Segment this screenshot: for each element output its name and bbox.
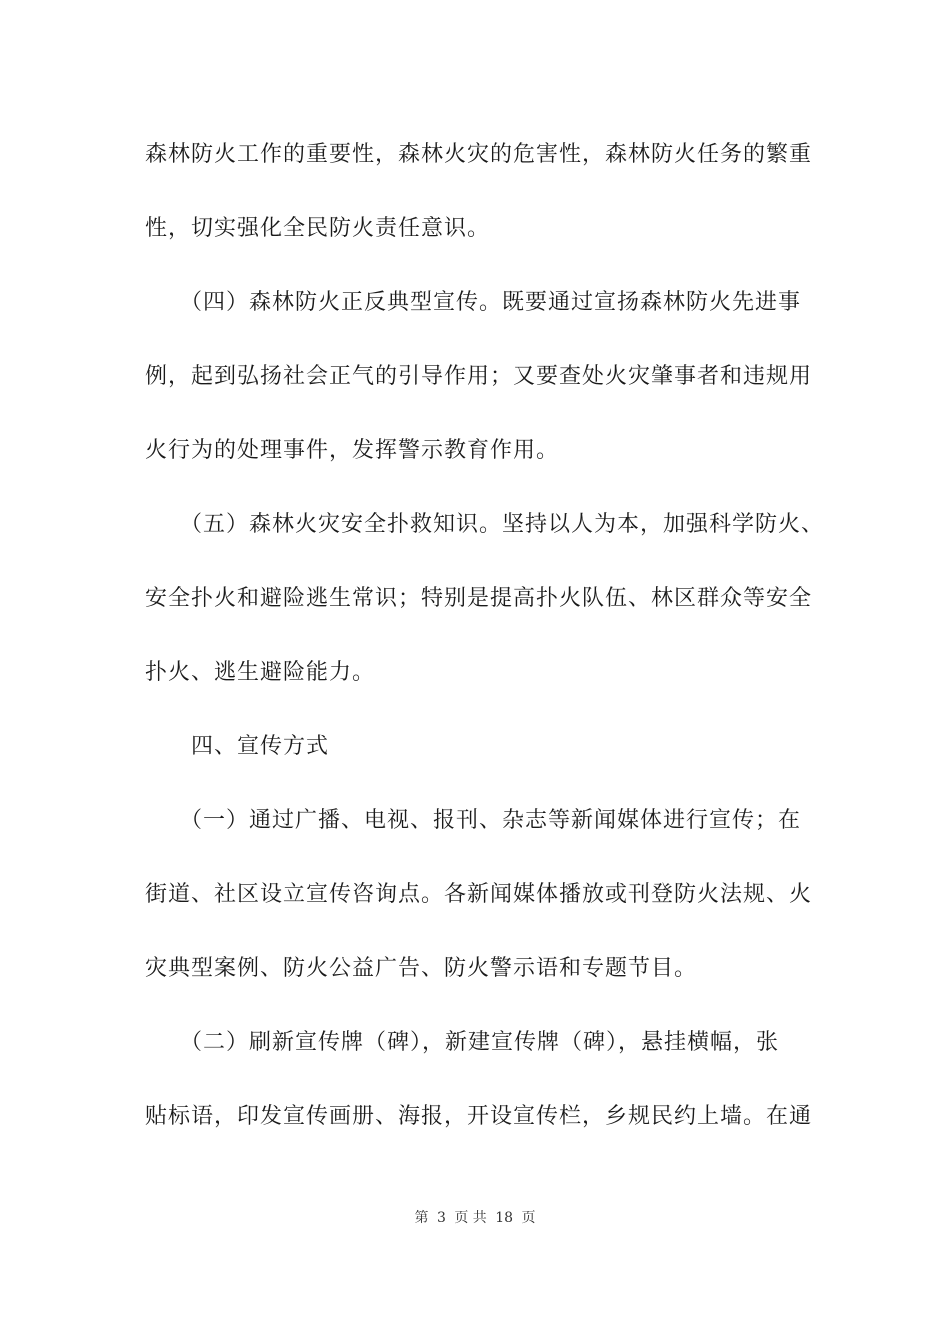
section-heading: 四、宣传方式 — [145, 734, 330, 759]
document-body — [145, 135, 825, 1171]
footer-total-pages: 18 — [495, 1210, 514, 1226]
text-line: （一）通过广播、电视、报刊、杂志等新闻媒体进行宣传；在 — [145, 808, 802, 833]
text-line: 安全扑火和避险逃生常识；特别是提高扑火队伍、林区群众等安全 — [145, 586, 813, 611]
text-line: （二）刷新宣传牌（碑），新建宣传牌（碑），悬挂横幅，张 — [145, 1030, 780, 1055]
text-line: 灾典型案例、防火公益广告、防火警示语和专题节目。 — [145, 956, 698, 981]
text-line: 例，起到弘扬社会正气的引导作用；又要查处火灾肇事者和违规用 — [145, 364, 813, 389]
footer-mid: 页 共 — [454, 1210, 487, 1226]
text-line: 扑火、逃生避险能力。 — [145, 660, 376, 685]
footer-prefix: 第 — [414, 1210, 429, 1226]
footer-suffix: 页 — [521, 1210, 536, 1226]
page-footer — [0, 1207, 950, 1227]
text-line: （四）森林防火正反典型宣传。既要通过宣扬森林防火先进事 — [145, 290, 802, 315]
text-line: 性，切实强化全民防火责任意识。 — [145, 216, 491, 241]
text-line: （五）森林火灾安全扑救知识。坚持以人为本，加强科学防火、 — [145, 512, 825, 537]
text-line: 火行为的处理事件，发挥警示教育作用。 — [145, 438, 560, 463]
text-line: 街道、社区设立宣传咨询点。各新闻媒体播放或刊登防火法规、火 — [145, 882, 813, 907]
footer-page-number: 3 — [436, 1210, 446, 1226]
text-line: 贴标语，印发宣传画册、海报，开设宣传栏，乡规民约上墙。在通 — [145, 1104, 813, 1129]
text-line: 森林防火工作的重要性，森林火灾的危害性，森林防火任务的繁重 — [145, 142, 813, 167]
